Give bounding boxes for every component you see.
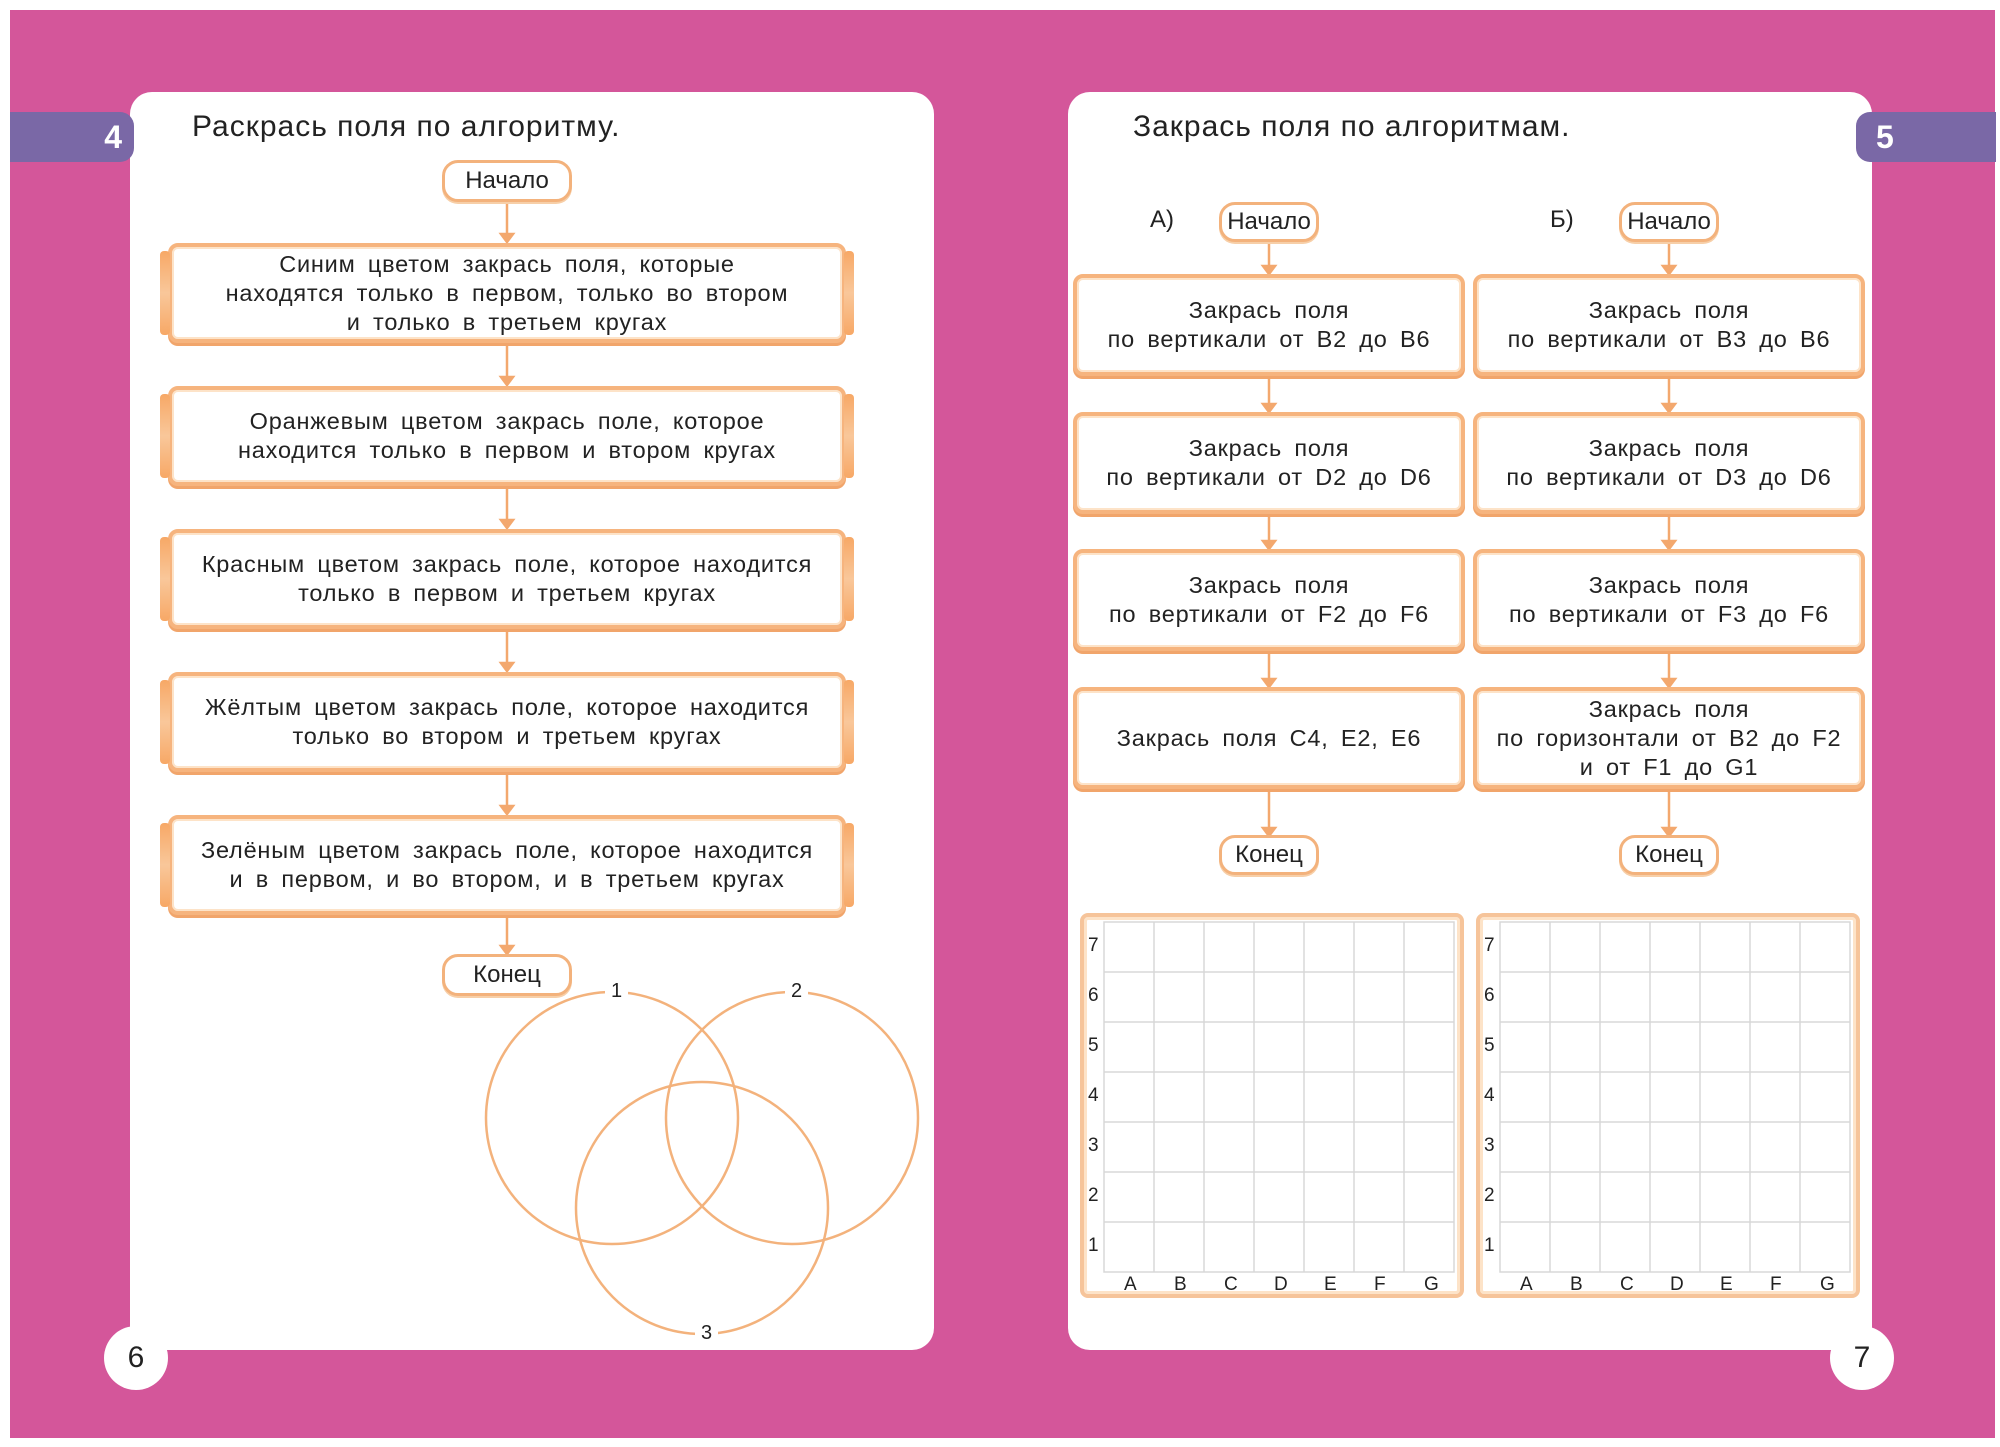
right-page-number: 7 — [1830, 1326, 1894, 1390]
algo-b-start-pill: Начало — [1619, 202, 1719, 242]
left-step-2: Оранжевым цветом закрась поле, которое находится только в первом и втором кругах — [168, 386, 846, 486]
algo-a-label: А) — [1150, 206, 1174, 233]
grid-a-col-b: B — [1174, 1274, 1187, 1295]
left-title: Раскрась поля по алгоритму. — [192, 110, 621, 143]
left-step-4: Жёлтым цветом закрась поле, которое находится только во втором и третьем кругах — [168, 672, 846, 772]
grid-a-row-7: 7 — [1088, 935, 1099, 956]
algo-b-step-3: Закрась поля по вертикали от F3 до F6 — [1473, 549, 1865, 651]
grid-a-row-4: 4 — [1088, 1085, 1099, 1106]
venn-label-2: 2 — [785, 980, 808, 1003]
grid-a-row-3: 3 — [1088, 1135, 1099, 1156]
left-page-number: 6 — [104, 1326, 168, 1390]
grid-b-col-f: F — [1770, 1274, 1782, 1295]
grid-b-col-g: G — [1820, 1274, 1835, 1295]
algo-a-end-pill: Конец — [1219, 835, 1319, 875]
left-end-pill: Конец — [442, 954, 572, 996]
grid-b-col-a: A — [1520, 1274, 1533, 1295]
grid-b-row-5: 5 — [1484, 1035, 1495, 1056]
algo-a-step-3: Закрась поля по вертикали от F2 до F6 — [1073, 549, 1465, 651]
right-tab-number: 5 — [1876, 118, 1894, 155]
grid-b-row-2: 2 — [1484, 1185, 1495, 1206]
grid-b-row-4: 4 — [1484, 1085, 1495, 1106]
grid-a-col-f: F — [1374, 1274, 1386, 1295]
algo-a-start-pill: Начало — [1219, 202, 1319, 242]
grid-b-row-7: 7 — [1484, 935, 1495, 956]
grid-b-col-d: D — [1670, 1274, 1684, 1295]
grid-a-col-a: A — [1124, 1274, 1137, 1295]
grid-a-row-2: 2 — [1088, 1185, 1099, 1206]
grid-b-col-b: B — [1570, 1274, 1583, 1295]
grid-b-row-3: 3 — [1484, 1135, 1495, 1156]
grid-a-row-6: 6 — [1088, 985, 1099, 1006]
algo-b-end-pill: Конец — [1619, 835, 1719, 875]
algo-b-step-1: Закрась поля по вертикали от В3 до В6 — [1473, 274, 1865, 376]
left-tab-number: 4 — [104, 118, 122, 155]
grid-a-col-d: D — [1274, 1274, 1288, 1295]
left-start-pill: Начало — [442, 160, 572, 202]
grid-b-col-c: C — [1620, 1274, 1634, 1295]
left-step-5: Зелёным цветом закрась поле, которое находится и в первом, и во втором, и в третьем кругах — [168, 815, 846, 915]
left-step-3: Красным цветом закрась поле, которое находится только в первом и третьем кругах — [168, 529, 846, 629]
grid-b-row-6: 6 — [1484, 985, 1495, 1006]
grid-a-col-c: C — [1224, 1274, 1238, 1295]
algo-a-step-1: Закрась поля по вертикали от В2 до В6 — [1073, 274, 1465, 376]
venn-label-1: 1 — [605, 980, 628, 1003]
algo-a-step-2: Закрась поля по вертикали от D2 до D6 — [1073, 412, 1465, 514]
grid-a-row-1: 1 — [1088, 1235, 1099, 1256]
venn-label-3: 3 — [695, 1322, 718, 1345]
algo-b-step-2: Закрась поля по вертикали от D3 до D6 — [1473, 412, 1865, 514]
algo-b-step-4: Закрась поля по горизонтали от В2 до F2 и от F1 до G1 — [1473, 687, 1865, 789]
algo-a-step-4: Закрась поля С4, Е2, Е6 — [1073, 687, 1465, 789]
algo-b-label: Б) — [1550, 206, 1574, 233]
grid-b-col-e: E — [1720, 1274, 1733, 1295]
grid-a-row-5: 5 — [1088, 1035, 1099, 1056]
grid-a-col-g: G — [1424, 1274, 1439, 1295]
left-step-1: Синим цветом закрась поля, которые находятся только в первом, только во втором и только в третьем кругах — [168, 243, 846, 343]
right-title: Закрась поля по алгоритмам. — [1133, 110, 1571, 143]
grid-a-col-e: E — [1324, 1274, 1337, 1295]
grid-b-row-1: 1 — [1484, 1235, 1495, 1256]
